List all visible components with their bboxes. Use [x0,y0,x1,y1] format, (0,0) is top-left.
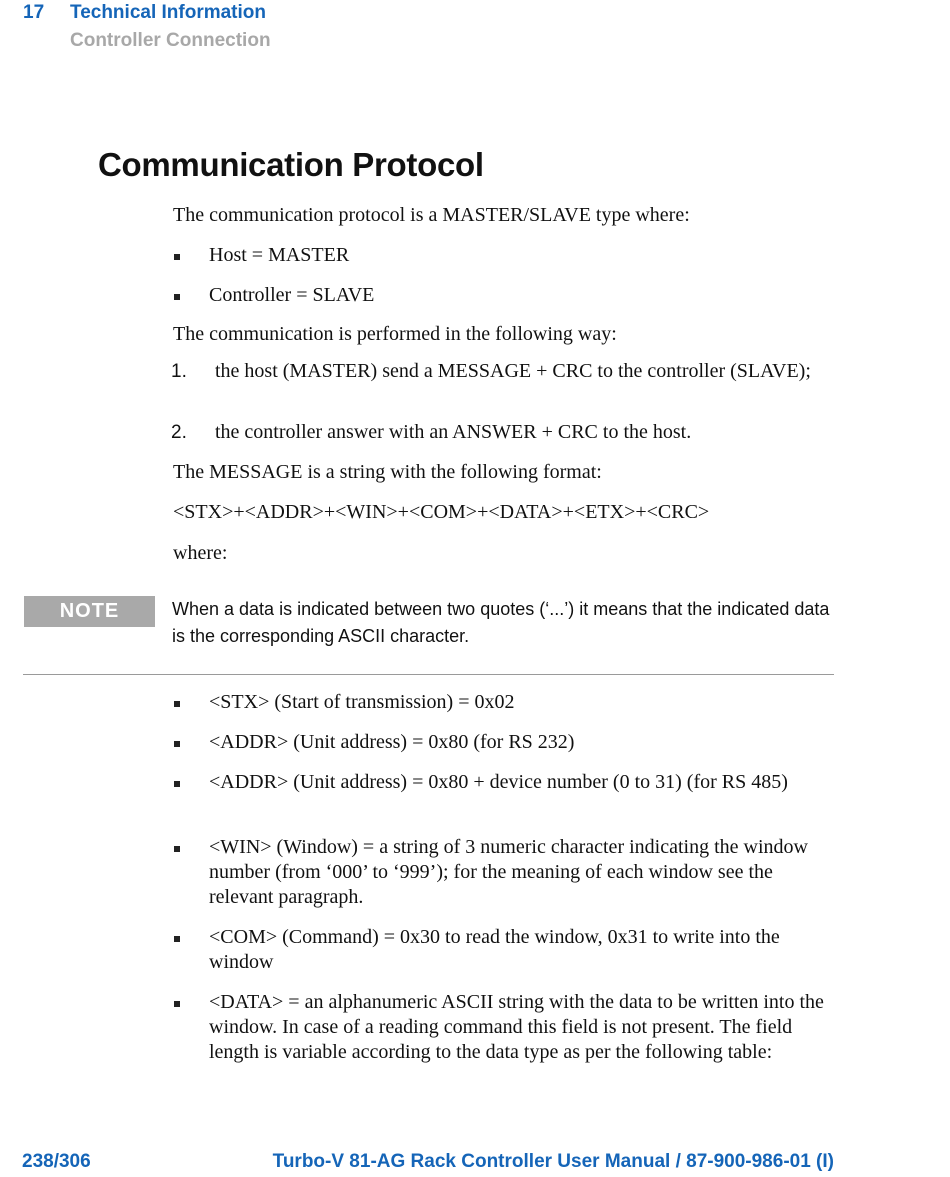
format-string: <STX>+<ADDR>+<WIN>+<COM>+<DATA>+<ETX>+<CRC> [173,501,710,523]
bullet-icon [174,254,180,260]
list-item-text: <COM> (Command) = 0x30 to read the window, 0x31 to write into the window [209,926,780,973]
bullet-icon [174,781,180,787]
bullet-icon [174,741,180,747]
step-number: 2. [171,422,187,443]
intro-paragraph: The communication protocol is a MASTER/SLAVE type where: [173,204,690,226]
bullet-icon [174,846,180,852]
section-subtitle: Controller Connection [70,30,271,51]
format-intro: The MESSAGE is a string with the following format: [173,461,602,483]
step-number: 1. [171,361,187,382]
where-label: where: [173,542,228,564]
manual-title: Turbo-V 81-AG Rack Controller User Manual / 87-900-986-01 (I) [272,1151,834,1172]
list-item-text: <ADDR> (Unit address) = 0x80 + device number (0 to 31) (for RS 485) [209,771,788,793]
list-item-text: <STX> (Start of transmission) = 0x02 [209,691,515,713]
chapter-title: Technical Information [70,2,267,23]
note-divider [23,674,834,675]
bullet-icon [174,294,180,300]
note-badge: NOTE [24,596,155,627]
list-item-text: <WIN> (Window) = a string of 3 numeric character indicating the window number (from ‘000’ to ‘999’); for the meaning of each window see the relevant paragraph. [209,836,808,908]
bullet-icon [174,936,180,942]
bullet-icon [174,701,180,707]
page-number: 238/306 [22,1151,91,1172]
chapter-number: 17 [23,2,45,23]
step-text: the controller answer with an ANSWER + CRC to the host. [215,421,692,443]
list-item-text: <ADDR> (Unit address) = 0x80 (for RS 232) [209,731,575,753]
list-item-text: Controller = SLAVE [209,284,375,306]
bullet-icon [174,1001,180,1007]
note-text: When a data is indicated between two quotes (‘...’) it means that the indicated data is the corresponding ASCII character. [172,599,830,646]
step-text: the host (MASTER) send a MESSAGE + CRC to the controller (SLAVE); [215,360,811,382]
list-item-text: <DATA> = an alphanumeric ASCII string with the data to be written into the window. In case of a reading command this field is not present. The field length is variable according to the data type as per the following table: [209,991,824,1063]
list-item-text: Host = MASTER [209,244,350,266]
procedure-intro: The communication is performed in the following way: [173,323,617,345]
page-title: Communication Protocol [98,146,484,183]
